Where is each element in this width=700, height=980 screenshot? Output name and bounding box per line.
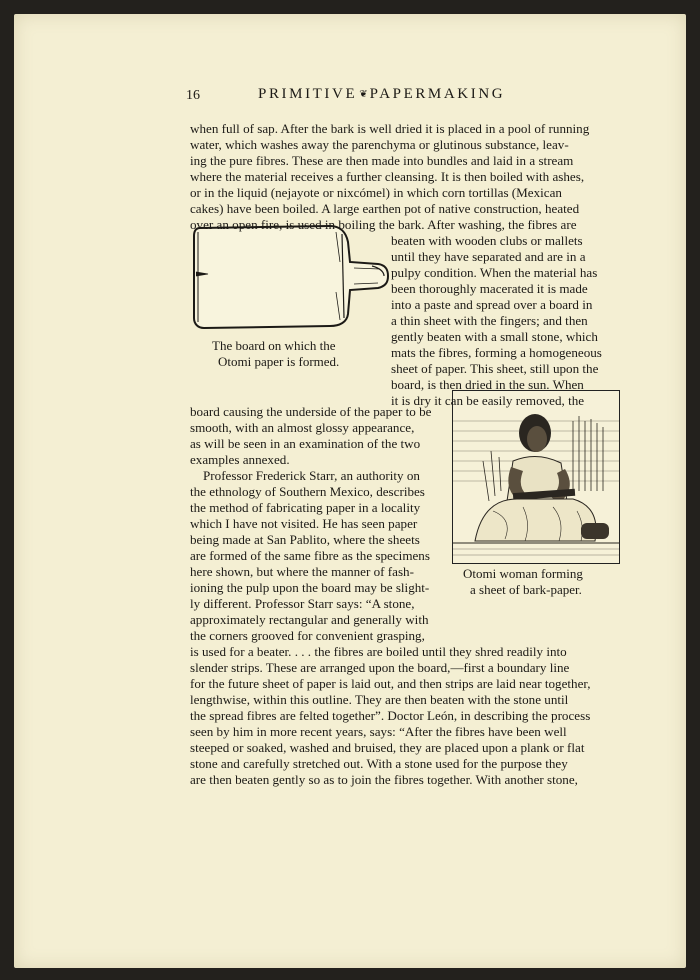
- body-line: the method of fabricating paper in a locality: [190, 500, 421, 515]
- body-line: ly different. Professor Starr says: “A stone,: [190, 596, 415, 611]
- board-caption-line2: Otomi paper is formed.: [218, 354, 340, 369]
- body-line: the corners grooved for convenient grasping,: [190, 628, 425, 643]
- woman-engraving: [453, 391, 619, 563]
- body-line: or in the liquid (nejayote or nixcómel) in which corn tortillas (Mexican: [190, 185, 562, 200]
- body-line: as will be seen in an examination of the two: [190, 436, 421, 451]
- body-line: steeped or soaked, washed and bruised, they are placed upon a plank or flat: [190, 740, 585, 755]
- page-number: 16: [186, 88, 200, 103]
- body-line: lengthwise, within this outline. They are then beaten with the stone until: [190, 692, 569, 707]
- woman-caption-line1: Otomi woman forming: [463, 566, 583, 581]
- body-line: until they have separated and are in a: [391, 249, 586, 264]
- body-line: it is dry it can be easily removed, the: [391, 393, 585, 408]
- body-line: over an open fire, is used in boiling the bark. After washing, the fibres are: [190, 217, 577, 232]
- body-line: are formed of the same fibre as the specimens: [190, 548, 430, 563]
- body-line: cakes) have been boiled. A large earthen pot of native construction, heated: [190, 201, 580, 216]
- body-line: been thoroughly macerated it is made: [391, 281, 588, 296]
- body-line: smooth, with an almost glossy appearance,: [190, 420, 415, 435]
- body-line: where the material receives a further cleansing. It is then boiled with ashes,: [190, 169, 585, 184]
- board-caption-line1: The board on which the: [212, 338, 336, 353]
- body-line: sheet of paper. This sheet, still upon the: [391, 361, 599, 376]
- body-line: mats the fibres, forming a homogeneous: [391, 345, 602, 360]
- body-line: the ethnology of Southern Mexico, describes: [190, 484, 425, 499]
- woman-caption-line2: a sheet of bark-paper.: [470, 582, 582, 597]
- body-line: the spread fibres are felted together”. Doctor León, in describing the process: [190, 708, 591, 723]
- running-title-right: PAPERMAKING: [369, 86, 506, 102]
- body-line: seen by him in more recent years, says: “After the fibres have been well: [190, 724, 567, 739]
- body-line: are then beaten gently so as to join the fibres together. With another stone,: [190, 772, 578, 787]
- body-line: a thin sheet with the fingers; and then: [391, 313, 588, 328]
- running-title: [258, 86, 505, 103]
- body-line: which I have not visited. He has seen paper: [190, 516, 418, 531]
- body-line: beaten with wooden clubs or mallets: [391, 233, 583, 248]
- running-title-left: PRIMITIVE: [258, 86, 358, 102]
- body-line: when full of sap. After the bark is well dried it is placed in a pool of running: [190, 121, 590, 136]
- otomi-woman-illustration: [452, 390, 620, 564]
- body-line: board, is then dried in the sun. When: [391, 377, 584, 392]
- body-line: is used for a beater. . . . the fibres are boiled until they shred readily into: [190, 644, 567, 659]
- body-line: gently beaten with a small stone, which: [391, 329, 598, 344]
- body-line: stone and carefully stretched out. With a stone used for the purpose they: [190, 756, 568, 771]
- body-line: ioning the pulp upon the board may be slight-: [190, 580, 430, 595]
- board-illustration: [190, 222, 390, 334]
- body-line: board causing the underside of the paper to be: [190, 404, 432, 419]
- body-line: being made at San Pablito, where the sheets: [190, 532, 420, 547]
- body-line: for the future sheet of paper is laid out, and then strips are laid near together,: [190, 676, 591, 691]
- body-line: water, which washes away the parenchyma or glutinous substance, leav-: [190, 137, 569, 152]
- body-line: examples annexed.: [190, 452, 290, 467]
- body-line: ing the pure fibres. These are then made into bundles and laid in a stream: [190, 153, 574, 168]
- fleuron-ornament: ❦: [359, 89, 368, 100]
- body-line: into a paste and spread over a board in: [391, 297, 593, 312]
- body-line: slender strips. These are arranged upon the board,—first a boundary line: [190, 660, 570, 675]
- body-line: here shown, but where the manner of fash-: [190, 564, 414, 579]
- body-line: Professor Frederick Starr, an authority on: [203, 468, 420, 483]
- body-line: approximately rectangular and generally with: [190, 612, 429, 627]
- body-line: pulpy condition. When the material has: [391, 265, 598, 280]
